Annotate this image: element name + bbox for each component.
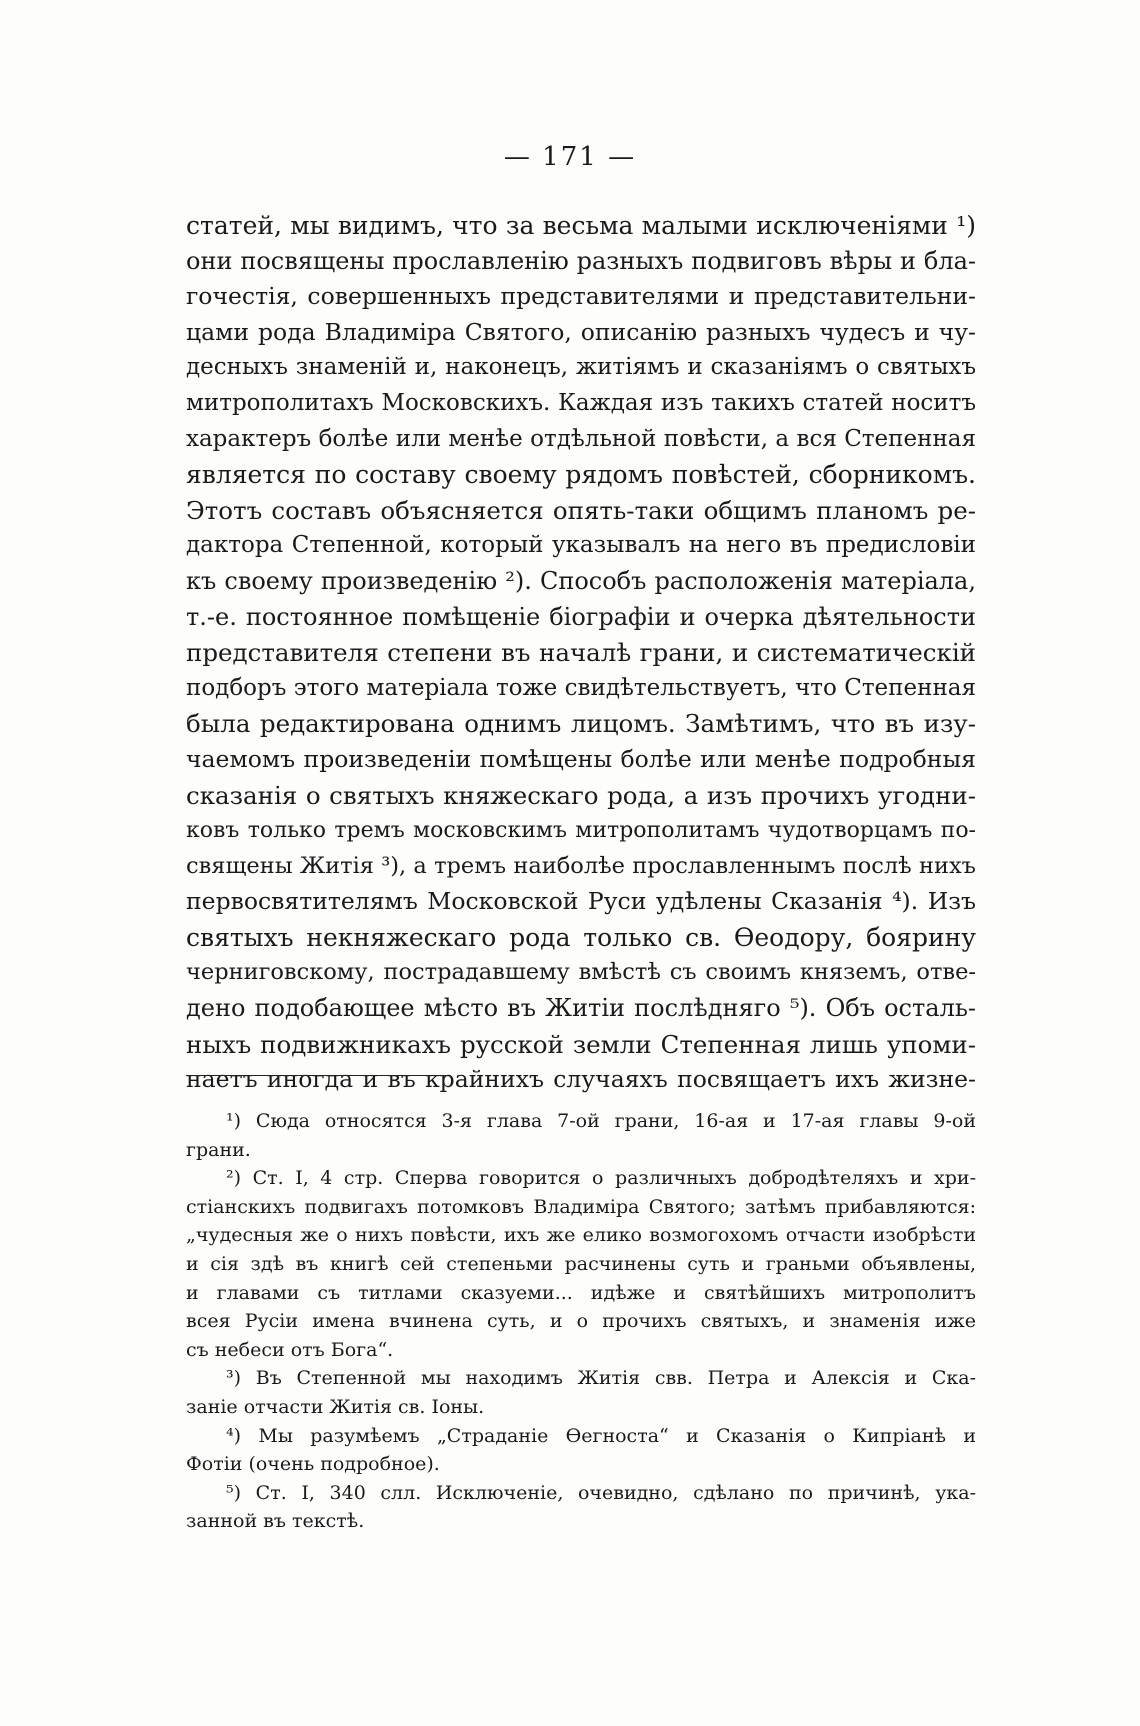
text-line: статей, мы видимъ, что за весьма малыми исключеніями ¹) bbox=[186, 211, 976, 240]
footnote-marker: ⁵) bbox=[226, 1481, 242, 1504]
text-line: священы Житія ³), а тремъ наиболѣе прославленнымъ послѣ нихъ bbox=[186, 852, 976, 879]
footnote-4 bbox=[186, 1422, 976, 1479]
footnote-line: Фотіи (очень подробное). bbox=[186, 1453, 440, 1476]
footnote-line: ³) Въ Степенной мы находимъ Житія свв. Петра и Алексія и Ска- bbox=[226, 1367, 976, 1390]
text-line: характеръ болѣе или менѣе отдѣльной повѣсти, а вся Степенная bbox=[186, 425, 976, 452]
page-number: — 171 — bbox=[503, 142, 637, 172]
footnote-3 bbox=[186, 1364, 976, 1421]
footnote-line: „чудесныя же о нихъ повѣсти, ихъ же елико возмогохомъ отчасти изобрѣсти bbox=[186, 1224, 976, 1247]
main-text bbox=[186, 208, 976, 1098]
text-line: т.-е. постоянное помѣщеніе біографіи и очерка дѣятельности bbox=[186, 602, 976, 631]
text-line: Этотъ составъ объясняется опять-таки общимъ планомъ ре- bbox=[186, 495, 976, 525]
text-line: сказанія о святыхъ княжескаго рода, а изъ прочихъ угодни- bbox=[186, 780, 976, 810]
footnote-2 bbox=[186, 1164, 976, 1364]
text-line: митрополитахъ Московскихъ. Каждая изъ такихъ статей носитъ bbox=[186, 389, 976, 416]
text-line: первосвятителямъ Московской Руси удѣлены Сказанія ⁴). Изъ bbox=[186, 887, 976, 916]
footnote-line: всея Русіи имена вчинена суть, и о прочихъ святыхъ, и знаменія иже bbox=[186, 1310, 976, 1333]
footnote-marker: ¹) bbox=[226, 1110, 242, 1132]
footnote-line: грани. bbox=[186, 1138, 251, 1161]
text-line: ковъ только тремъ московскимъ митрополитамъ чудотворцамъ по- bbox=[186, 818, 976, 844]
text-line: черниговскому, пострадавшему вмѣстѣ съ своимъ княземъ, отве- bbox=[186, 959, 976, 986]
text-line: ныхъ подвижникахъ русской земли Степенная лишь упоми- bbox=[186, 1029, 976, 1059]
footnote-line: и главами съ титлами сказуеми... идѣже и святѣйшихъ митрополитъ bbox=[186, 1281, 976, 1304]
footnote-marker: ²) bbox=[226, 1167, 242, 1190]
footnote-line: заніе отчасти Житія св. Іоны. bbox=[186, 1395, 485, 1418]
footnote-line: ⁴) Мы разумѣемъ „Страданіе Ѳегноста“ и Сказанія о Кипріанѣ и bbox=[226, 1424, 976, 1447]
footnote-marker: ⁴) bbox=[226, 1424, 242, 1447]
text-line: является по составу своему рядомъ повѣстей, сборникомъ. bbox=[186, 460, 976, 490]
footnotes bbox=[186, 1107, 976, 1536]
footnote-line: ²) Ст. I, 4 стр. Сперва говорится о различныхъ добродѣтеляхъ и хри- bbox=[226, 1167, 976, 1190]
footnote-divider bbox=[186, 1075, 448, 1076]
text-line: гочестія, совершенныхъ представителями и представительни- bbox=[186, 282, 976, 311]
text-line: святыхъ некняжескаго рода только св. Ѳеодору, боярину bbox=[186, 922, 976, 952]
footnote-line: ¹) Сюда относятся 3-я глава 7-ой грани, 16-ая и 17-ая главы 9-ой bbox=[226, 1110, 976, 1132]
footnote-line: стіанскихъ подвигахъ потомковъ Владиміра Святого; затѣмъ прибавляются: bbox=[186, 1195, 976, 1218]
footnote-5 bbox=[186, 1479, 976, 1536]
text-line: цами рода Владиміра Святого, описанію разныхъ чудесъ и чу- bbox=[186, 317, 976, 346]
text-line: десныхъ знаменій и, наконецъ, житіямъ и сказаніямъ о святыхъ bbox=[186, 354, 976, 381]
footnote-line: ⁵) Ст. I, 340 слл. Исключеніе, очевидно, сдѣлано по причинѣ, ука- bbox=[226, 1481, 976, 1504]
text-line: дактора Степенной, который указывалъ на него въ предисловіи bbox=[186, 532, 976, 559]
text-line: была редактирована однимъ лицомъ. Замѣтимъ, что въ изу- bbox=[186, 709, 976, 739]
footnote-line: и сія здѣ въ книгѣ сей степеньми расчинены суть и граньми объявлены, bbox=[186, 1252, 976, 1275]
text-line: дено подобающее мѣсто въ Житіи послѣдняго ⁵). Объ осталь- bbox=[186, 994, 976, 1023]
text-line: подборъ этого матеріала тоже свидѣтельствуетъ, что Степенная bbox=[186, 674, 976, 701]
text-line: они посвящены прославленію разныхъ подвиговъ вѣры и бла- bbox=[186, 246, 976, 275]
footnote-1 bbox=[186, 1107, 976, 1164]
footnote-line: съ небеси отъ Бога“. bbox=[186, 1338, 394, 1361]
footnote-line: занной въ текстѣ. bbox=[186, 1510, 365, 1533]
text-line: представителя степени въ началѣ грани, и систематическій bbox=[186, 638, 976, 668]
footnote-marker: ³) bbox=[226, 1367, 242, 1390]
text-line: чаемомъ произведеніи помѣщены болѣе или менѣе подробныя bbox=[186, 744, 976, 773]
text-line: къ своему произведенію ²). Способъ расположенія матеріала, bbox=[186, 566, 976, 595]
text-line: наетъ иногда и въ крайнихъ случаяхъ посвящаетъ ихъ жизне- bbox=[186, 1065, 976, 1094]
